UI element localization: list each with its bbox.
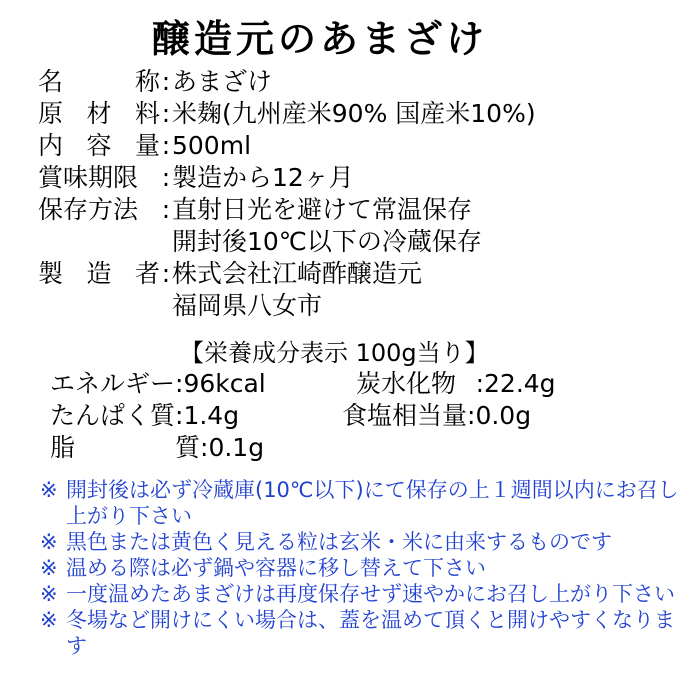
spec-value-expiry: 製造から12ヶ月 <box>172 163 354 192</box>
spec-row-name: 名 称 : あまざけ <box>38 67 273 96</box>
spec-label-storage: 保存方法 <box>38 195 139 224</box>
nutrition-value-protein: 1.4g <box>183 401 240 430</box>
note-text: 温める際は必ず鍋や容器に移し替えて下さい <box>66 556 486 580</box>
spec-label-ingredients: 原 材 料 <box>38 99 160 128</box>
note-item <box>40 477 680 529</box>
spec-label-maker: 製 造 者 <box>38 259 160 288</box>
spec-row-maker-cont <box>38 290 536 322</box>
nutrition-value-energy: 96kcal <box>183 369 266 398</box>
spec-label-volume: 内 容 量 <box>38 131 160 160</box>
nutrition-energy: エネルギー : 96kcal <box>50 369 266 398</box>
note-item <box>40 607 680 659</box>
note-mark: ※ <box>40 556 58 580</box>
note-item <box>40 555 680 581</box>
spec-row-volume: 内 容 量 : 500ml <box>38 131 252 160</box>
page-title: 醸造元のあまざけ <box>151 16 488 61</box>
nutrition-label-salt: 食塩相当量 <box>342 401 468 430</box>
note-text: 冬場など開けにくい場合は、蓋を温めて頂くと開けやすくなります <box>66 608 675 658</box>
spec-row-maker: 製 造 者 : 株式会社江崎酢醸造元 <box>38 259 423 288</box>
nutrition-label-energy: エネルギー <box>50 369 176 398</box>
note-text: 開封後は必ず冷蔵庫(10℃以下)にて保存の上１週間以内にお召し上がり下さい <box>66 478 679 528</box>
spec-row-storage: 保存方法 : 直射日光を避けて常温保存 <box>38 195 473 224</box>
note-text: 一度温めたあまざけは再度保存せず速やかにお召し上がり下さい <box>66 582 675 606</box>
note-mark: ※ <box>40 608 58 632</box>
nutrition-label-protein: たんぱく質 <box>50 401 176 430</box>
spec-value-maker-1: 株式会社江崎酢醸造元 <box>172 259 423 288</box>
nutrition-protein: たんぱく質 : 1.4g <box>50 401 240 430</box>
note-text: 黒色または黄色く見える粒は玄米・米に由来するものです <box>66 530 612 554</box>
nutrition-carb: 炭水化物 : 22.4g <box>356 369 556 398</box>
spec-row-expiry: 賞味期限 : 製造から12ヶ月 <box>38 163 354 192</box>
nutrition-value-carb: 22.4g <box>484 369 556 398</box>
spec-label-name: 名 称 <box>38 67 160 96</box>
note-mark: ※ <box>40 530 58 554</box>
spec-row-storage-cont <box>38 226 536 258</box>
spec-value-maker-2: 福岡県八女市 <box>172 291 323 320</box>
spec-value-storage-1: 直射日光を避けて常温保存 <box>172 195 473 224</box>
caution-notes <box>40 477 680 659</box>
nutrition-label-fat: 脂 質 <box>50 433 200 462</box>
product-spec-table <box>38 66 536 322</box>
spec-row-ingredients: 原 材 料 : 米麹(九州産米90% 国産米10%) <box>38 99 536 128</box>
spec-value-name: あまざけ <box>172 67 273 96</box>
note-item <box>40 581 680 607</box>
nutrition-heading: 【栄養成分表示 100g当り】 <box>180 339 489 367</box>
nutrition-value-fat: 0.1g <box>208 433 265 462</box>
spec-value-ingredients: 米麹(九州産米90% 国産米10%) <box>172 99 536 128</box>
nutrition-value-salt: 0.0g <box>475 401 532 430</box>
spec-value-volume: 500ml <box>172 131 252 160</box>
note-mark: ※ <box>40 582 58 606</box>
nutrition-fat: 脂 質 : 0.1g <box>50 433 265 462</box>
nutrition-label-carb: 炭水化物 <box>356 369 457 398</box>
nutrition-salt: 食塩相当量 : 0.0g <box>342 401 532 430</box>
note-mark: ※ <box>40 478 58 502</box>
note-item <box>40 529 680 555</box>
spec-label-expiry: 賞味期限 <box>38 163 139 192</box>
spec-value-storage-2: 開封後10℃以下の冷蔵保存 <box>172 227 482 256</box>
